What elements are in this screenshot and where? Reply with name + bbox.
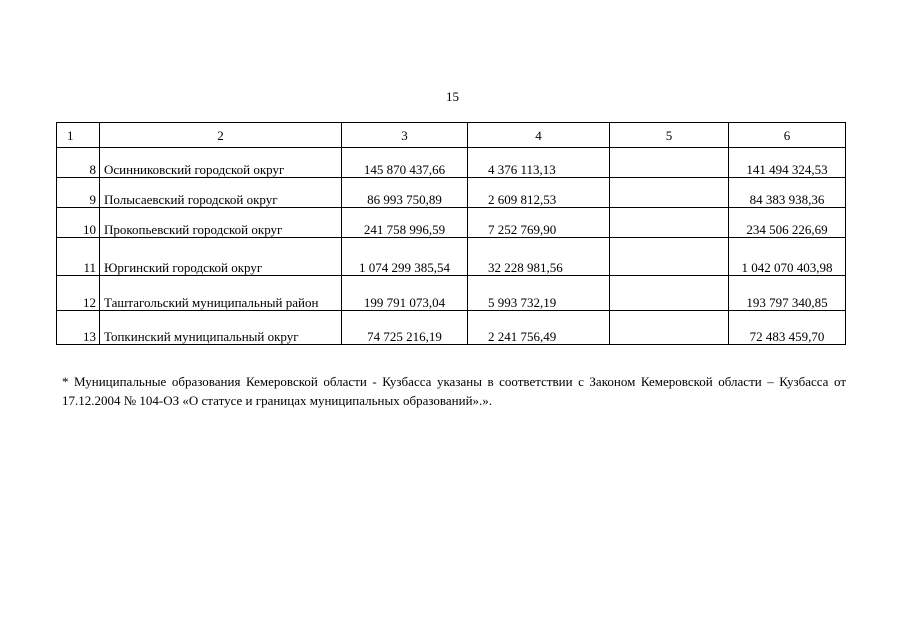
amount-col6: 72 483 459,70 [729,311,846,345]
amount-col3: 74 725 216,19 [342,311,468,345]
header-cell: 5 [610,123,729,148]
footnote: * Муниципальные образования Кемеровской области - Кузбасса указаны в соответствии с Законом Кемеровской области – Кузбасса от 17.12.2004 № 104-ОЗ «О статусе и границах муниципальных образований».». [62,374,846,408]
header-cell: 4 [468,123,610,148]
table-row [57,311,846,345]
amount-col3: 1 074 299 385,54 [342,238,468,276]
row-number: 12 [57,276,100,311]
row-number: 13 [57,311,100,345]
amount-col5 [610,208,729,238]
row-number: 9 [57,178,100,208]
table-row [57,148,846,178]
table-row [57,276,846,311]
table-row [57,178,846,208]
amount-col3: 86 993 750,89 [342,178,468,208]
municipality-name: Полысаевский городской округ [100,178,342,208]
municipality-name: Осинниковский городской округ [100,148,342,178]
header-cell: 3 [342,123,468,148]
table-header-row [57,123,846,148]
budget-table [56,122,846,345]
amount-col4: 2 609 812,53 [468,178,610,208]
header-cell: 1 [57,123,100,148]
header-cell: 2 [100,123,342,148]
header-cell: 6 [729,123,846,148]
amount-col4: 7 252 769,90 [468,208,610,238]
amount-col6: 234 506 226,69 [729,208,846,238]
municipality-name: Юргинский городской округ [100,238,342,276]
row-number: 11 [57,238,100,276]
row-number: 8 [57,148,100,178]
amount-col5 [610,178,729,208]
amount-col4: 5 993 732,19 [468,276,610,311]
municipality-name: Прокопьевский городской округ [100,208,342,238]
amount-col6: 193 797 340,85 [729,276,846,311]
row-number: 10 [57,208,100,238]
amount-col3: 199 791 073,04 [342,276,468,311]
amount-col6: 84 383 938,36 [729,178,846,208]
amount-col5 [610,148,729,178]
table-row [57,208,846,238]
amount-col6: 141 494 324,53 [729,148,846,178]
table-row [57,238,846,276]
amount-col4: 32 228 981,56 [468,238,610,276]
amount-col5 [610,238,729,276]
amount-col5 [610,311,729,345]
amount-col4: 2 241 756,49 [468,311,610,345]
municipality-name: Таштагольский муниципальный район [100,276,342,311]
amount-col5 [610,276,729,311]
municipality-name: Топкинский муниципальный округ [100,311,342,345]
amount-col4: 4 376 113,13 [468,148,610,178]
amount-col6: 1 042 070 403,98 [729,238,846,276]
page-number: 15 [446,89,459,104]
amount-col3: 241 758 996,59 [342,208,468,238]
amount-col3: 145 870 437,66 [342,148,468,178]
